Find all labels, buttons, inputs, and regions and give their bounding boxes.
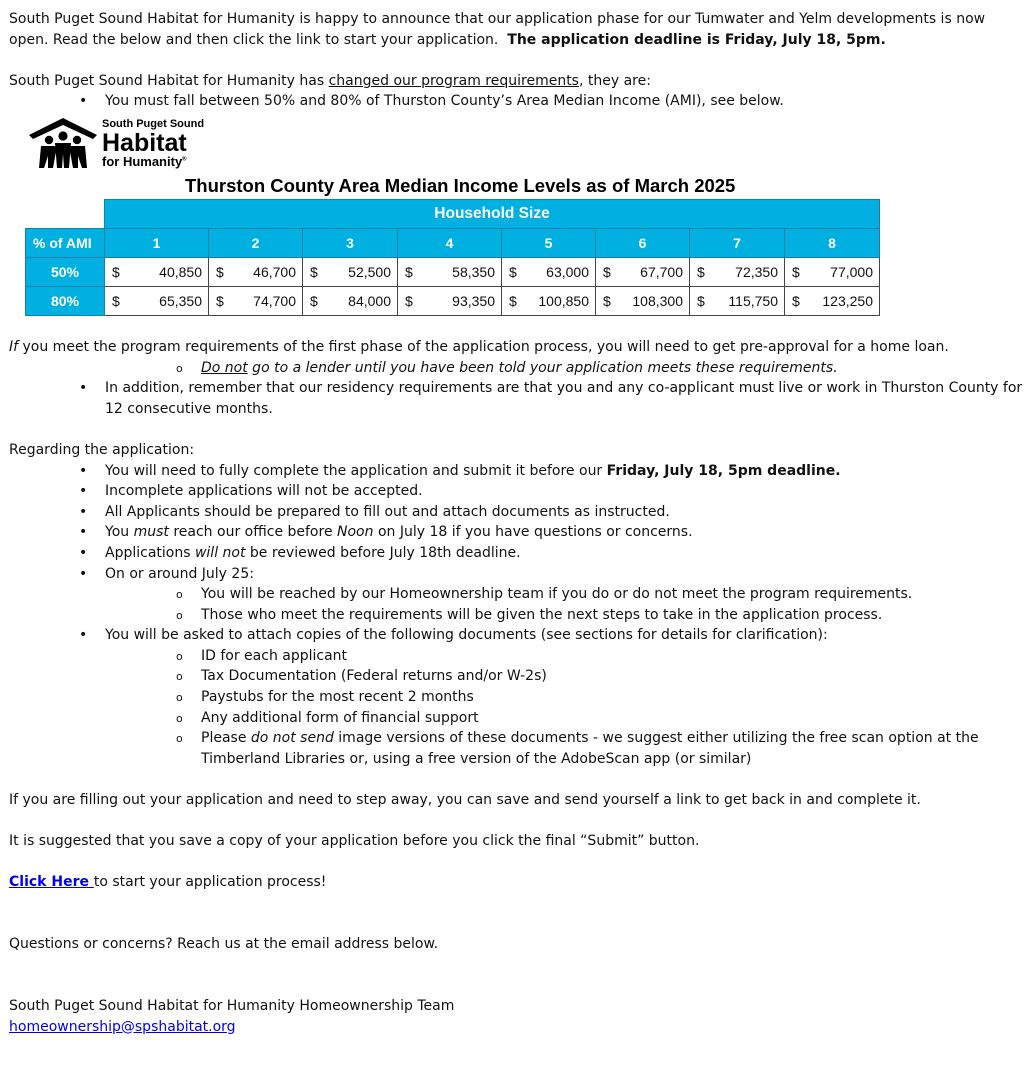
text-part: reach our office before [168,524,338,541]
income-cell [690,286,785,315]
income-cell [105,257,209,286]
text-part: image versions of these documents - we suggest either utilizing the free scan option at the Timberland Libraries or, using a free version of the AdobeScan app (or similar) [201,730,979,767]
list-item: o Paystubs for the most recent 2 months [9,687,1025,708]
questions-text: Questions or concerns? Reach us at the email address below. [9,936,439,953]
residency-list [9,378,1025,419]
list-item: • On or around July 25: [9,564,1025,585]
list-item [9,728,1025,769]
income-value: 40,850 [159,263,202,280]
july25-sublist [9,584,1025,625]
currency-symbol: $ [310,292,318,309]
list-item [9,461,1025,482]
currency-symbol: $ [697,263,705,280]
income-cell [785,257,880,286]
household-size-header: Household Size [105,199,880,228]
income-value: 100,850 [538,292,589,309]
submit-text: You will need to fully complete the application and submit it before our [105,462,607,479]
preapproval-text: you meet the program requirements of the first phase of the application process, you will need to get pre-approval for a home loan. [18,338,949,355]
income-value: 63,000 [546,263,589,280]
currency-symbol: $ [792,292,800,309]
requirements-list [9,91,1025,112]
list-item: o Those who meet the requirements will be given the next steps to take in the application process. [9,605,1025,626]
cta-text: to start your application process! [93,874,327,891]
currency-symbol: $ [405,263,413,280]
must-text: must [133,524,169,541]
currency-symbol: $ [216,263,224,280]
income-cell [209,286,303,315]
income-value: 123,250 [822,292,873,309]
email-body [9,9,1025,1037]
list-item: o Any additional form of financial support [9,708,1025,729]
will-not-text: will not [194,544,246,561]
income-value: 58,350 [452,263,495,280]
list-item [9,522,1025,543]
requirements-lead-end: , they are: [578,72,651,89]
ami-row-80 [26,286,880,315]
ami-size-row [26,228,880,257]
requirements-lead [9,71,1025,92]
list-item: • You will be asked to attach copies of the following documents (see sections for details for clarification): [9,625,1025,646]
currency-symbol: $ [509,263,517,280]
currency-symbol: $ [603,292,611,309]
documents-lead-list [9,625,1025,646]
logo-line-2: Habitat [102,128,187,157]
habitat-logo [29,116,219,172]
deadline-text: The application deadline is Friday, July 18, 5pm. [507,31,886,48]
income-cell [303,286,398,315]
list-item: o ID for each applicant [9,646,1025,667]
currency-symbol: $ [216,292,224,309]
currency-symbol: $ [405,292,413,309]
deadline-bold: Friday, July 18, 5pm deadline. [606,462,841,479]
signature-email-line [9,1017,1025,1038]
size-header: 6 [596,228,690,257]
currency-symbol: $ [310,263,318,280]
text-part: You [105,524,134,541]
size-header: 5 [502,228,596,257]
income-cell [105,286,209,315]
do-not-send-text: do not send [250,730,334,747]
text-part: be reviewed before July 18th deadline. [245,544,521,561]
income-cell [502,286,596,315]
click-here-link[interactable]: Click Here [9,874,94,891]
income-value: 65,350 [159,292,202,309]
submit-note: It is suggested that you save a copy of your application before you click the final “Submit” button. [9,833,700,850]
currency-symbol: $ [603,263,611,280]
income-cell [209,257,303,286]
list-item: • Incomplete applications will not be accepted. [9,481,1025,502]
income-value: 108,300 [632,292,683,309]
pct-ami-header: % of AMI [26,228,105,257]
signature-team: South Puget Sound Habitat for Humanity Homeownership Team [9,997,455,1014]
currency-symbol: $ [509,292,517,309]
income-value: 84,000 [348,292,391,309]
ami-household-row [26,199,880,228]
ami-table [25,199,880,316]
text-part: Please [201,730,251,747]
currency-symbol: $ [112,292,120,309]
application-heading: Regarding the application: [9,441,195,458]
lender-text: go to a lender until you have been told your application meets these requirements. [247,359,838,376]
size-header: 8 [785,228,880,257]
pct-cell: 50% [26,257,105,286]
ami-table-title: Thurston County Area Median Income Levels as of March 2025 [185,174,736,196]
list-item [9,358,1025,379]
income-value: 74,700 [253,292,296,309]
currency-symbol: $ [792,263,800,280]
income-value: 72,350 [735,263,778,280]
income-cell [303,257,398,286]
preapproval-paragraph [9,337,1025,358]
income-value: 115,750 [728,292,778,309]
blank-cell [26,199,105,228]
list-item: • In addition, remember that our residency requirements are that you and any co-applicant must live or work in Thurston County for 12 consecutive months. [9,378,1025,419]
text-part: Applications [105,544,195,561]
habitat-house-icon [29,118,97,170]
income-cell [398,286,502,315]
currency-symbol: $ [697,292,705,309]
registered-mark: ® [182,156,187,163]
noon-text: Noon [337,524,374,541]
preapproval-sublist [9,358,1025,379]
requirements-lead-text: South Puget Sound Habitat for Humanity has [9,72,329,89]
size-header: 1 [105,228,209,257]
intro-text: South Puget Sound Habitat for Humanity is happy to announce that our application phase for our Tumwater and Yelm developments is now open. Read the below and then click the link to start your application. [9,11,986,48]
application-list [9,461,1025,585]
changed-requirements-text: changed our program requirements [328,72,579,89]
income-cell [596,286,690,315]
income-value: 67,700 [640,263,683,280]
size-header: 4 [398,228,502,257]
list-item: o You will be reached by our Homeownership team if you do or do not meet the program requirements. [9,584,1025,605]
email-link[interactable]: homeownership@spshabitat.org [9,1018,236,1035]
save-note: If you are filling out your application and need to step away, you can save and send yourself a link to get back in and complete it. [9,792,921,809]
documents-sublist [9,646,1025,770]
income-value: 93,350 [452,292,495,309]
size-header: 7 [690,228,785,257]
if-text: If [9,338,19,355]
income-value: 52,500 [348,263,391,280]
logo-line-3 [102,155,187,168]
pct-cell: 80% [26,286,105,315]
currency-symbol: $ [112,263,120,280]
ami-income-graphic [25,112,885,330]
list-item: • All Applicants should be prepared to fill out and attach documents as instructed. [9,502,1025,523]
cta-paragraph [9,872,1025,893]
income-value: 77,000 [830,263,873,280]
income-value: 46,700 [253,263,296,280]
list-item: • You must fall between 50% and 80% of Thurston County’s Area Median Income (AMI), see below. [9,91,1025,112]
income-cell [596,257,690,286]
logo-line-3-text: for Humanity [102,153,183,169]
text-part: on July 18 if you have questions or concerns. [373,524,693,541]
do-not-text: Do not [201,359,248,376]
logo-line-1: South Puget Sound [102,117,205,130]
ami-row-50 [26,257,880,286]
intro-paragraph [9,9,1025,50]
size-header: 3 [303,228,398,257]
list-item: o Tax Documentation (Federal returns and/or W-2s) [9,666,1025,687]
income-cell [690,257,785,286]
income-cell [398,257,502,286]
list-item [9,543,1025,564]
income-cell [785,286,880,315]
income-cell [502,257,596,286]
size-header: 2 [209,228,303,257]
